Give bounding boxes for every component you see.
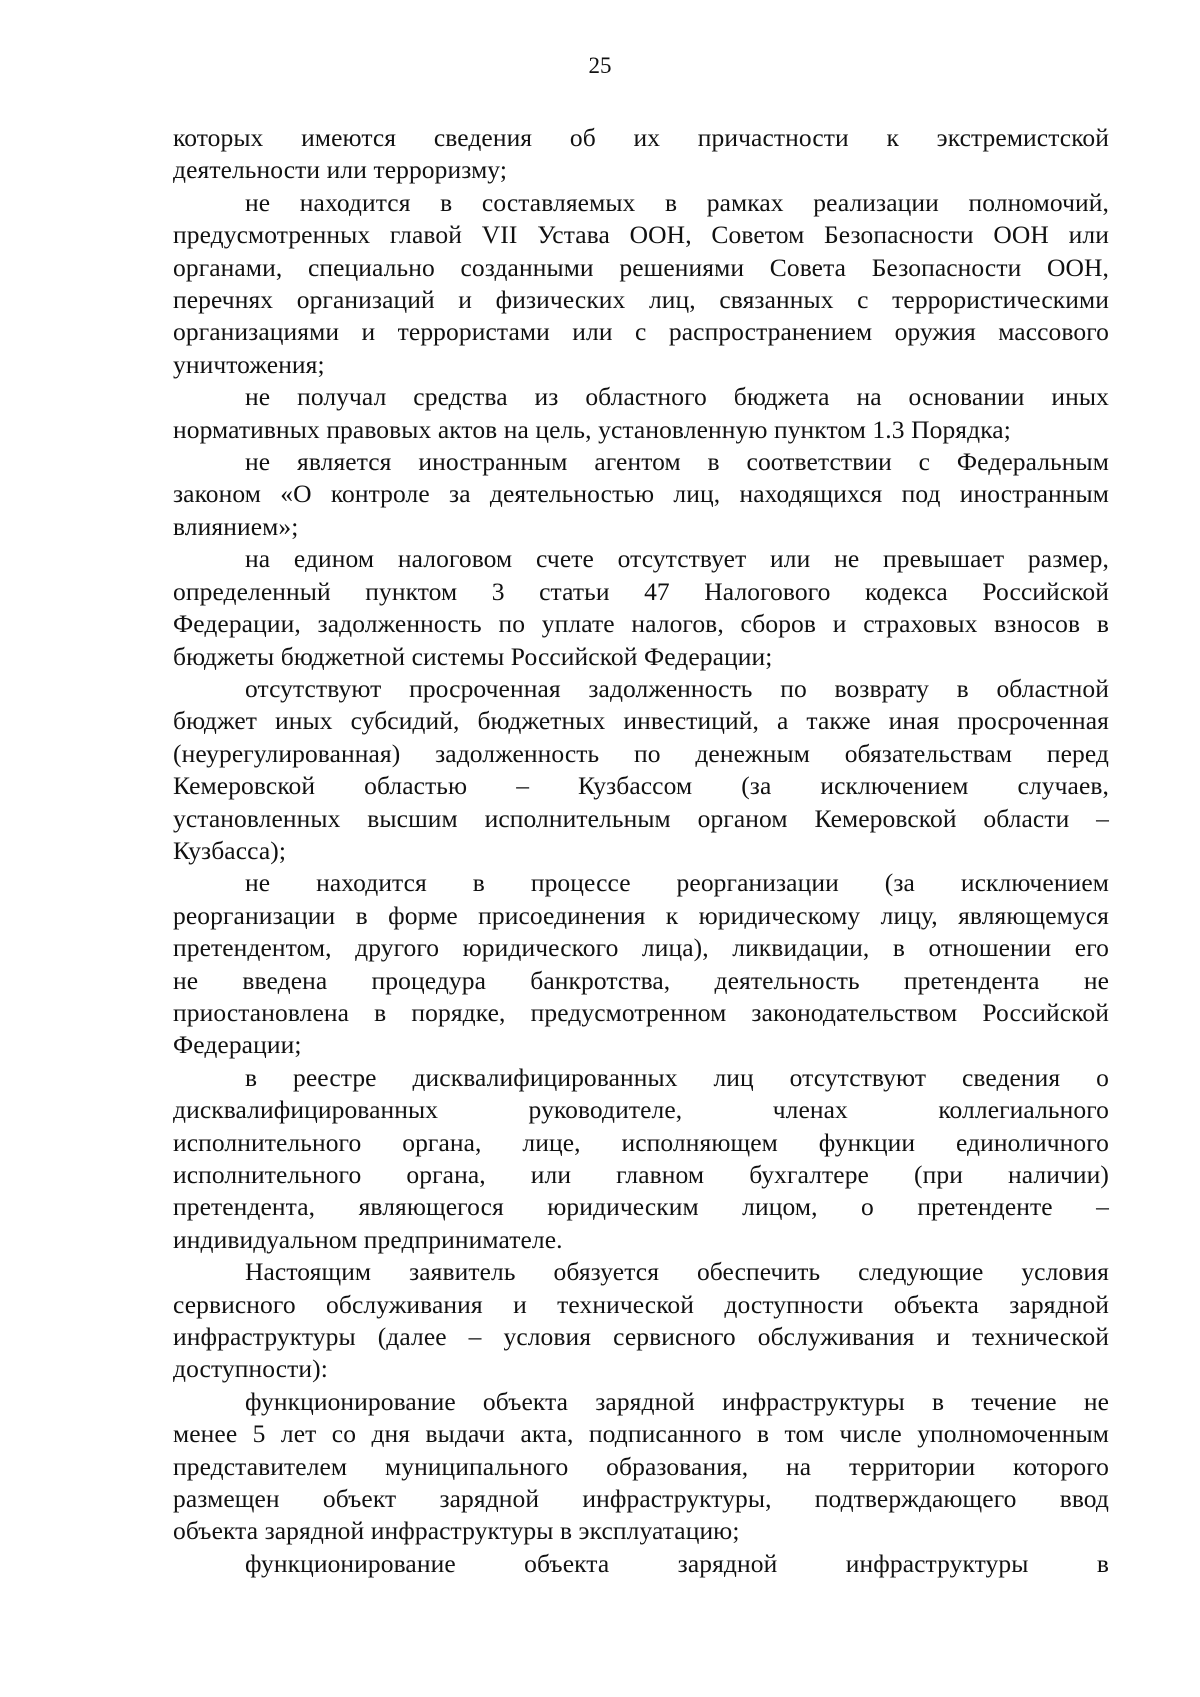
text-line: влиянием»; [173,511,299,541]
text-line: органами, специально созданными решениями Совета Безопасности ООН, [173,252,1109,282]
text-line: нормативных правовых актов на цель, установленную пунктом 1.3 Порядка; [173,414,1011,444]
text-line: бюджет иных субсидий, бюджетных инвестиций, а также иная просроченная [173,706,1109,736]
text-line: Федерации, задолженность по уплате налогов, сборов и страховых взносов в [173,609,1109,639]
text-line: претендента, являющегося юридическим лицом, о претенденте – [173,1192,1109,1222]
text-line: претендентом, другого юридического лица), ликвидации, в отношении его [173,933,1109,963]
text-line: не находится в составляемых в рамках реализации полномочий, [245,187,1109,217]
paragraph [173,122,1109,187]
text-line: не введена процедура банкротства, деятельность претендента не [173,965,1109,995]
text-line: не является иностранным агентом в соответствии с Федеральным [245,447,1109,477]
text-line: объекта зарядной инфраструктуры в эксплуатацию; [173,1516,740,1546]
paragraph [173,1256,1109,1386]
text-line: Настоящим заявитель обязуется обеспечить следующие условия [245,1257,1109,1287]
text-line: Кузбасса); [173,835,287,865]
text-line: предусмотренных главой VII Устава ООН, Советом Безопасности ООН или [173,220,1109,250]
text-line: законом «О контроле за деятельностью лиц, находящихся под иностранным [173,479,1109,509]
text-line: в реестре дисквалифицированных лиц отсутствуют сведения о [245,1062,1109,1092]
text-line: определенный пунктом 3 статьи 47 Налогового кодекса Российской [173,576,1109,606]
text-line: которых имеются сведения об их причастности к экстремистской [173,123,1109,152]
text-line: на едином налоговом счете отсутствует или не превышает размер, [245,544,1109,574]
text-line: не получал средства из областного бюджета на основании иных [245,382,1109,412]
paragraph [173,187,1109,381]
paragraph [173,381,1109,446]
text-line: деятельности или терроризму; [173,155,508,185]
text-line: доступности): [173,1354,328,1384]
text-line: перечнях организаций и физических лиц, связанных с террористическими [173,285,1109,315]
paragraph [173,446,1109,543]
text-line: не находится в процессе реорганизации (за исключением [245,868,1109,898]
text-line: исполнительного органа, лице, исполняющем функции единоличного [173,1127,1109,1157]
text-line: представителем муниципального образования, на территории которого [173,1451,1109,1481]
text-line: исполнительного органа, или главном бухгалтере (при наличии) [173,1160,1109,1189]
text-line: уничтожения; [173,349,325,379]
text-line: бюджеты бюджетной системы Российской Федерации; [173,641,773,671]
text-line: функционирование объекта зарядной инфраструктуры в [245,1548,1109,1578]
text-line: приостановлена в порядке, предусмотренном законодательством Российской [173,997,1109,1027]
text-line: (неурегулированная) задолженность по денежным обязательствам перед [173,738,1109,768]
paragraph [173,1062,1109,1256]
text-line: инфраструктуры (далее – условия сервисного обслуживания и технической [173,1322,1109,1352]
paragraph [173,867,1109,1061]
text-line: отсутствуют просроченная задолженность по возврату в областной [245,673,1109,703]
paragraph [173,1548,1109,1580]
paragraph [173,1386,1109,1548]
text-line: менее 5 лет со дня выдачи акта, подписанного в том числе уполномоченным [173,1419,1109,1449]
text-line: реорганизации в форме присоединения к юридическому лицу, являющемуся [173,900,1109,930]
text-line: дисквалифицированных руководителе, членах коллегиального [173,1095,1109,1125]
text-line: сервисного обслуживания и технической доступности объекта зарядной [173,1289,1109,1319]
document-body [173,122,1109,1580]
text-line: индивидуальном предпринимателе. [173,1224,563,1254]
text-line: установленных высшим исполнительным органом Кемеровской области – [173,803,1109,833]
page-number: 25 [588,53,612,78]
paragraph [173,543,1109,673]
text-line: Кемеровской областью – Кузбассом (за исключением случаев, [173,771,1109,801]
text-line: организациями и террористами или с распространением оружия массового [173,317,1109,347]
text-line: функционирование объекта зарядной инфраструктуры в течение не [245,1386,1109,1416]
text-line: Федерации; [173,1030,302,1060]
text-line: размещен объект зарядной инфраструктуры, подтверждающего ввод [173,1484,1109,1514]
paragraph [173,673,1109,867]
